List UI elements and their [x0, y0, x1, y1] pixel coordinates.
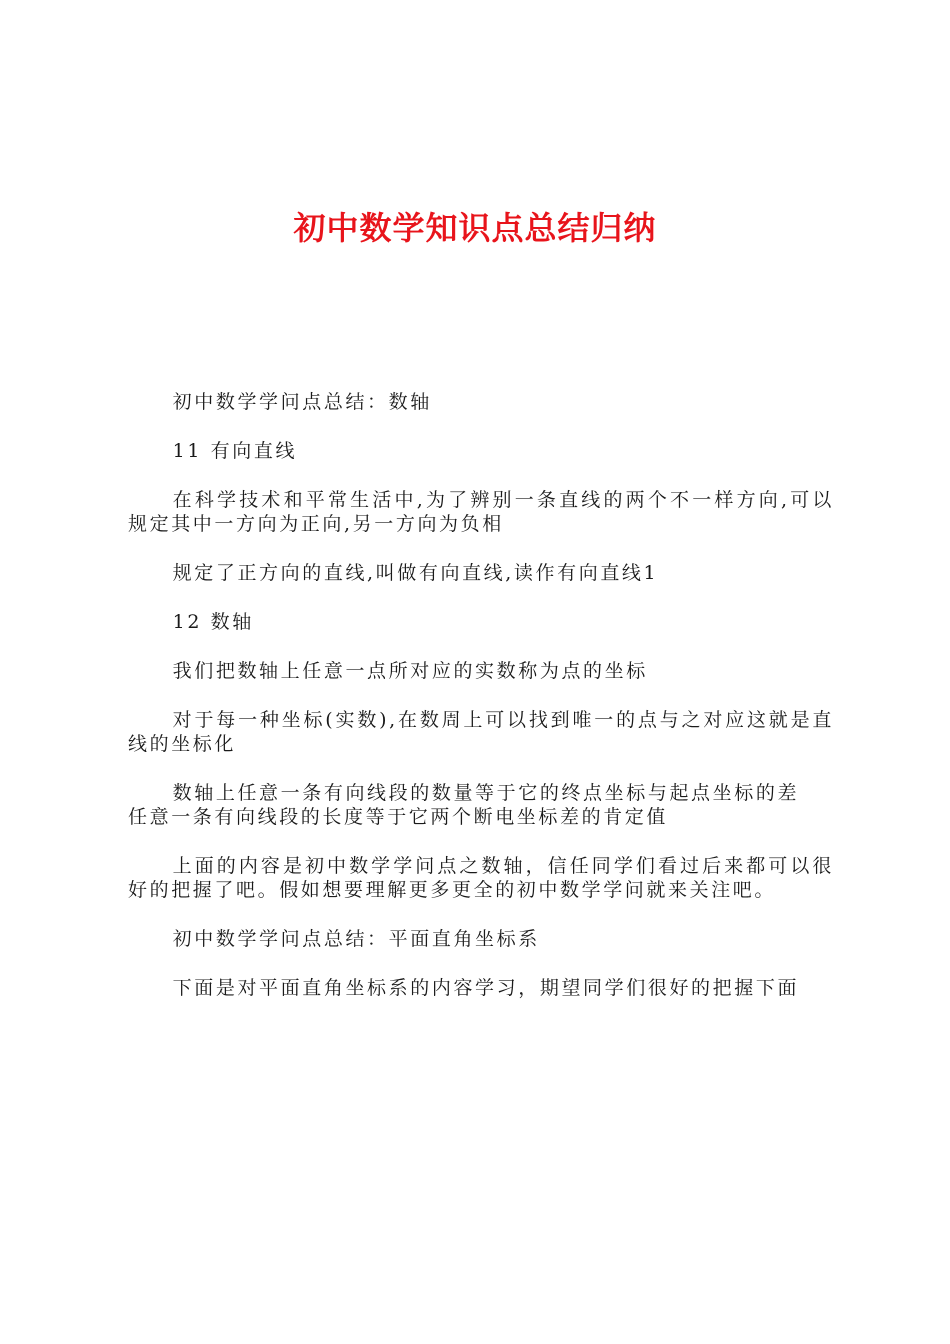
paragraph-numberline-heading: 初中数学学问点总结：数轴: [172, 391, 432, 413]
paragraph-numberline-subheading: 12 数轴: [172, 611, 254, 633]
paragraph-summary: 上面的内容是初中数学学问点之数轴，信任同学们看过后来都可以很好的把握了吧。假如想要理解更多更全的初中数学学问就来关注吧。: [128, 855, 834, 901]
document-body: [128, 390, 834, 1025]
paragraph-directed-line-intro: 在科学技术和平常生活中,为了辨别一条直线的两个不一样方向,可以规定其中一方向为正向,另一方向为负相: [128, 489, 834, 535]
paragraph-segment-quantity: 数轴上任意一条有向线段的数量等于它的终点坐标与起点坐标的差: [172, 782, 800, 804]
paragraph-coordinatization: 对于每一种坐标(实数),在数周上可以找到唯一的点与之对应这就是直线的坐标化: [128, 709, 834, 755]
paragraph-directed-line-definition: 规定了正方向的直线,叫做有向直线,读作有向直线1: [172, 562, 659, 584]
paragraph-directed-line-heading: 11 有向直线: [172, 440, 298, 462]
paragraph-segment-length: 任意一条有向线段的长度等于它两个断电坐标差的肯定值: [128, 806, 669, 828]
paragraph-point-coordinate: 我们把数轴上任意一点所对应的实数称为点的坐标: [172, 660, 648, 682]
document-title: 初中数学知识点总结归纳: [293, 209, 657, 247]
paragraph-cartesian-intro: 下面是对平面直角坐标系的内容学习，期望同学们很好的把握下面: [172, 977, 800, 999]
paragraph-cartesian-heading: 初中数学学问点总结：平面直角坐标系: [172, 928, 540, 950]
